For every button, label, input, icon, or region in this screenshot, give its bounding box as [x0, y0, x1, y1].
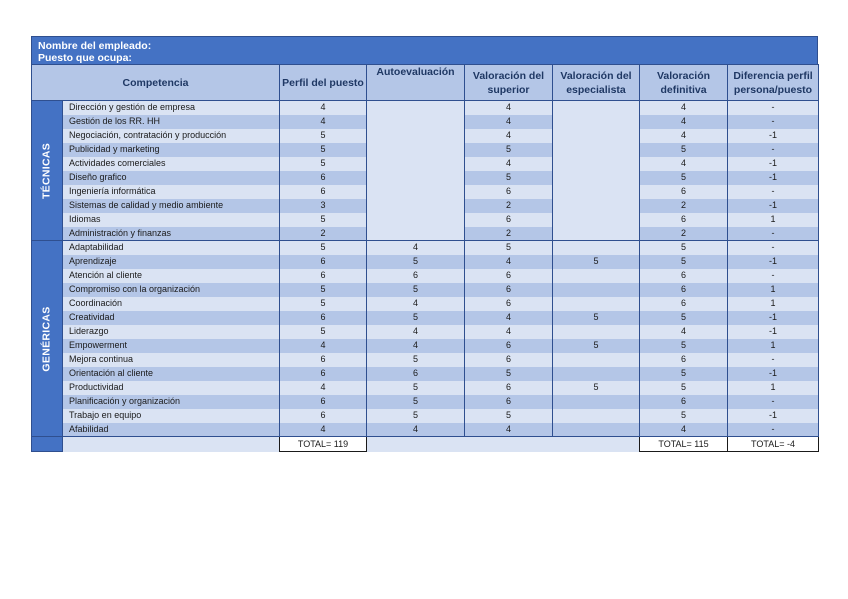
autoevaluacion-cell: 5 [367, 395, 465, 409]
autoevaluacion-cell: 4 [367, 339, 465, 353]
superior-cell: 5 [465, 367, 553, 381]
competency-rows [32, 101, 819, 437]
diferencia-cell: - [728, 241, 819, 255]
superior-cell: 5 [465, 241, 553, 255]
diferencia-cell: -1 [728, 409, 819, 423]
competency-name: Liderazgo [63, 325, 280, 339]
perfil-cell: 4 [280, 115, 367, 129]
especialista-cell [553, 409, 640, 423]
col-definitiva: Valoración definitiva [640, 65, 728, 101]
competency-name: Diseño grafico [63, 171, 280, 185]
perfil-cell: 4 [280, 423, 367, 437]
superior-cell: 4 [465, 157, 553, 171]
autoevaluacion-cell: 6 [367, 269, 465, 283]
definitiva-cell: 4 [640, 129, 728, 143]
especialista-cell: 5 [553, 381, 640, 395]
competency-name: Administración y finanzas [63, 227, 280, 241]
autoevaluacion-cell: 4 [367, 297, 465, 311]
diferencia-cell: 1 [728, 339, 819, 353]
definitiva-cell: 2 [640, 199, 728, 213]
diferencia-cell: 1 [728, 213, 819, 227]
autoevaluacion-cell: 5 [367, 255, 465, 269]
perfil-cell: 5 [280, 129, 367, 143]
diferencia-cell: - [728, 185, 819, 199]
competency-name: Sistemas de calidad y medio ambiente [63, 199, 280, 213]
competency-name: Productividad [63, 381, 280, 395]
group-label: GENÉRICAS [40, 305, 53, 372]
competency-row [32, 283, 819, 297]
total-definitiva: TOTAL= 115 [640, 437, 728, 452]
diferencia-cell: 1 [728, 283, 819, 297]
especialista-cell [553, 269, 640, 283]
competency-name: Trabajo en equipo [63, 409, 280, 423]
definitiva-cell: 6 [640, 213, 728, 227]
competency-row [32, 381, 819, 395]
employee-name-label: Nombre del empleado: [38, 40, 152, 52]
diferencia-cell: -1 [728, 311, 819, 325]
perfil-cell: 5 [280, 157, 367, 171]
perfil-cell: 5 [280, 213, 367, 227]
col-competencia: Competencia [32, 65, 280, 101]
competency-sheet [31, 36, 818, 452]
competency-name: Creatividad [63, 311, 280, 325]
especialista-cell [553, 241, 640, 255]
group-label: TÉCNICAS [40, 142, 53, 199]
superior-cell: 4 [465, 129, 553, 143]
superior-cell: 2 [465, 199, 553, 213]
total-especialista-empty [553, 437, 640, 452]
especialista-cell [553, 395, 640, 409]
autoevaluacion-cell: 5 [367, 353, 465, 367]
perfil-cell: 5 [280, 297, 367, 311]
definitiva-cell: 6 [640, 283, 728, 297]
diferencia-cell: - [728, 353, 819, 367]
competency-name: Mejora continua [63, 353, 280, 367]
diferencia-cell: -1 [728, 171, 819, 185]
especialista-cell: 5 [553, 255, 640, 269]
diferencia-cell: 1 [728, 297, 819, 311]
perfil-cell: 6 [280, 171, 367, 185]
competency-row [32, 423, 819, 437]
col-perfil: Perfil del puesto [280, 65, 367, 101]
diferencia-cell: - [728, 395, 819, 409]
definitiva-cell: 6 [640, 269, 728, 283]
diferencia-cell: - [728, 227, 819, 241]
superior-cell: 6 [465, 283, 553, 297]
perfil-cell: 4 [280, 101, 367, 115]
competency-name: Afabilidad [63, 423, 280, 437]
diferencia-cell: -1 [728, 199, 819, 213]
competency-row [32, 297, 819, 311]
especialista-cell [553, 353, 640, 367]
autoevaluacion-cell: 5 [367, 381, 465, 395]
definitiva-cell: 5 [640, 311, 728, 325]
total-perfil: TOTAL= 119 [280, 437, 367, 452]
definitiva-cell: 4 [640, 101, 728, 115]
superior-cell: 6 [465, 353, 553, 367]
competency-row [32, 101, 819, 115]
competency-name: Actividades comerciales [63, 157, 280, 171]
competency-name: Atención al cliente [63, 269, 280, 283]
especialista-cell [553, 297, 640, 311]
definitiva-cell: 6 [640, 395, 728, 409]
perfil-cell: 6 [280, 185, 367, 199]
definitiva-cell: 2 [640, 227, 728, 241]
perfil-cell: 6 [280, 255, 367, 269]
definitiva-cell: 4 [640, 423, 728, 437]
competency-row [32, 339, 819, 353]
superior-cell: 4 [465, 325, 553, 339]
superior-cell: 6 [465, 185, 553, 199]
perfil-cell: 5 [280, 143, 367, 157]
superior-cell: 6 [465, 269, 553, 283]
superior-cell: 6 [465, 381, 553, 395]
especialista-cell [553, 325, 640, 339]
competency-name: Publicidad y marketing [63, 143, 280, 157]
diferencia-cell: - [728, 423, 819, 437]
perfil-cell: 6 [280, 367, 367, 381]
competency-name: Orientación al cliente [63, 367, 280, 381]
position-label: Puesto que ocupa: [38, 52, 132, 64]
competency-name: Negociación, contratación y producción [63, 129, 280, 143]
totals-empty-name [63, 437, 280, 452]
superior-cell: 5 [465, 171, 553, 185]
diferencia-cell: 1 [728, 381, 819, 395]
definitiva-cell: 4 [640, 325, 728, 339]
autoevaluacion-cell: 6 [367, 367, 465, 381]
total-diferencia: TOTAL= -4 [728, 437, 819, 452]
competency-row [32, 325, 819, 339]
superior-cell: 4 [465, 115, 553, 129]
totals-row [32, 437, 819, 452]
diferencia-cell: -1 [728, 255, 819, 269]
diferencia-cell: -1 [728, 157, 819, 171]
superior-cell: 4 [465, 311, 553, 325]
competency-name: Ingeniería informática [63, 185, 280, 199]
perfil-cell: 6 [280, 311, 367, 325]
diferencia-cell: - [728, 269, 819, 283]
competency-table [31, 64, 819, 452]
competency-row [32, 311, 819, 325]
definitiva-cell: 4 [640, 115, 728, 129]
definitiva-cell: 6 [640, 297, 728, 311]
competency-row [32, 395, 819, 409]
definitiva-cell: 5 [640, 255, 728, 269]
superior-cell: 6 [465, 339, 553, 353]
diferencia-cell: -1 [728, 325, 819, 339]
superior-cell: 4 [465, 423, 553, 437]
autoevaluacion-cell: 4 [367, 325, 465, 339]
totals-side-cell [32, 437, 63, 452]
competency-row [32, 255, 819, 269]
competency-row [32, 241, 819, 255]
definitiva-cell: 6 [640, 185, 728, 199]
especialista-cell [553, 283, 640, 297]
competency-name: Dirección y gestión de empresa [63, 101, 280, 115]
total-superior-empty [465, 437, 553, 452]
especialista-cell: 5 [553, 339, 640, 353]
definitiva-cell: 6 [640, 353, 728, 367]
superior-cell: 2 [465, 227, 553, 241]
perfil-cell: 5 [280, 241, 367, 255]
superior-cell: 5 [465, 143, 553, 157]
employee-header [31, 36, 818, 64]
col-diferencia: Diferencia perfil persona/puesto [728, 65, 819, 101]
superior-cell: 6 [465, 213, 553, 227]
superior-cell: 4 [465, 101, 553, 115]
definitiva-cell: 5 [640, 409, 728, 423]
definitiva-cell: 5 [640, 381, 728, 395]
competency-name: Idiomas [63, 213, 280, 227]
especialista-cell: 5 [553, 311, 640, 325]
autoevaluacion-cell: 5 [367, 311, 465, 325]
especialista-cell [553, 367, 640, 381]
perfil-cell: 6 [280, 353, 367, 367]
perfil-cell: 4 [280, 339, 367, 353]
autoevaluacion-cell [367, 101, 465, 241]
competency-row [32, 353, 819, 367]
perfil-cell: 3 [280, 199, 367, 213]
perfil-cell: 5 [280, 283, 367, 297]
autoevaluacion-cell: 5 [367, 283, 465, 297]
col-especialista: Valoración del especialista [553, 65, 640, 101]
group-genericas [32, 241, 63, 437]
diferencia-cell: -1 [728, 129, 819, 143]
perfil-cell: 4 [280, 381, 367, 395]
total-auto-empty [367, 437, 465, 452]
perfil-cell: 6 [280, 395, 367, 409]
definitiva-cell: 5 [640, 367, 728, 381]
superior-cell: 6 [465, 297, 553, 311]
especialista-cell [553, 101, 640, 241]
competency-name: Compromiso con la organización [63, 283, 280, 297]
definitiva-cell: 5 [640, 241, 728, 255]
competency-name: Gestión de los RR. HH [63, 115, 280, 129]
definitiva-cell: 5 [640, 171, 728, 185]
superior-cell: 5 [465, 409, 553, 423]
perfil-cell: 6 [280, 269, 367, 283]
competency-name: Adaptabilidad [63, 241, 280, 255]
autoevaluacion-cell: 5 [367, 409, 465, 423]
competency-row [32, 367, 819, 381]
competency-name: Empowerment [63, 339, 280, 353]
competency-name: Aprendizaje [63, 255, 280, 269]
perfil-cell: 6 [280, 409, 367, 423]
column-header-row [32, 65, 819, 101]
definitiva-cell: 5 [640, 339, 728, 353]
diferencia-cell: -1 [728, 367, 819, 381]
autoevaluacion-cell: 4 [367, 423, 465, 437]
competency-name: Coordinación [63, 297, 280, 311]
diferencia-cell: - [728, 115, 819, 129]
perfil-cell: 5 [280, 325, 367, 339]
col-autoevaluacion: Autoevaluación [367, 65, 465, 101]
superior-cell: 6 [465, 395, 553, 409]
especialista-cell [553, 423, 640, 437]
diferencia-cell: - [728, 101, 819, 115]
competency-row [32, 269, 819, 283]
competency-name: Planificación y organización [63, 395, 280, 409]
definitiva-cell: 5 [640, 143, 728, 157]
col-superior: Valoración del superior [465, 65, 553, 101]
definitiva-cell: 4 [640, 157, 728, 171]
autoevaluacion-cell: 4 [367, 241, 465, 255]
superior-cell: 4 [465, 255, 553, 269]
competency-row [32, 409, 819, 423]
diferencia-cell: - [728, 143, 819, 157]
group-tecnicas [32, 101, 63, 241]
perfil-cell: 2 [280, 227, 367, 241]
